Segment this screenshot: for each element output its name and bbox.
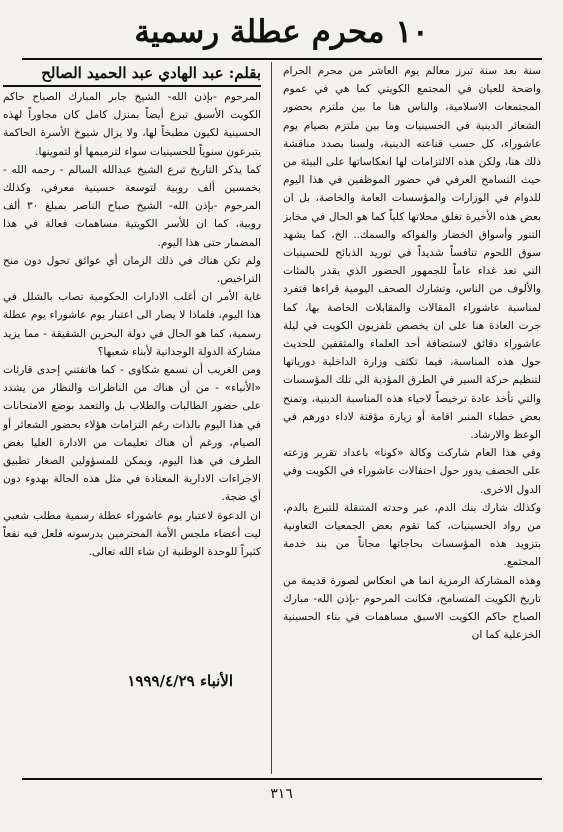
paragraph: ان الدعوة لاعتبار يوم عاشوراء عطلة رسمية مطلب شعبي ليت أعضاء ملجس الأمة المحترمين يدرسونه فلعل فيه نفعاً كثيراً للوحدة الوطنية ان شاء الله تعالى. xyxy=(3,509,261,559)
paragraph: المرحوم -بإذن الله- الشيخ جابر المبارك الصباح حاكم الكويت الأسبق تبرع أيضاً بمنزل كامل كان مجاوراً لهذه الحسينية لكيون مطبخاً لها، ولا يزال شيوخ الأسرة الحاكمة يتبرعون سنوياً للحسينيات سواء لترميمها أو لتموينها. xyxy=(3,91,261,158)
footer-rule xyxy=(22,778,542,780)
title-rule xyxy=(22,58,542,60)
paragraph: وهذه المشاركة الرمزية انما هي انعكاس لصورة قديمة من تاريخ الكويت المتسامح، فكانت المرحوم -بإذن الله- مبارك الصباح حاكم الكويت الاسبق مساهمات في بناء الحسينية الخزعلية كما ان xyxy=(283,574,541,642)
paragraph: غاية الأمر ان أغلب الادارات الحكومية تصاب بالشلل في هذا اليوم، فلماذا لا يصار الى اعتبار يوم عاشوراء يوم عطلة رسمية، كما هو الحال في دولة البحرين الشقيقة - مما يزيد مشاركة الدولة الوجدانية لأبناء شعبها؟ xyxy=(3,291,261,358)
page-number: ٣١٦ xyxy=(270,786,293,802)
paragraph: وفي هذا العام شاركت وكالة «كونا» باعداد تقرير وزعته على الحصف يدور حول احتفالات عاشوراء في الكويت وفي الدول الاخرى. xyxy=(283,447,541,496)
paragraph: ولم تكن هناك في ذلك الزمان أي عوائق تحول دون منح التراخيص. xyxy=(3,254,261,286)
source-citation: الأنباء ١٩٩٩/٤/٢٩ xyxy=(127,672,233,690)
paragraph: سنة بعد سنة تبرز معالم يوم العاشر من محرم الحرام واضحة للعيان في المجتمع الكويتي كما هي في عموم المجتمعات الاسلامية، والناس هنا ما بين ملتزم بحضور الشعائر الدينية في الحسينيات وما بين ملتزم بصيام يوم عاشوراء، كل حسب قناعته الدينية، ولسنا بصدد مناقشة ذلك هنا، ولكن هذه الالتزامات لها انعكاساتها على البيئة من حيث التسامح العرفي في حضور الموظفين في هذا اليوم للدوام في الوزارات والمؤسسات العامة والخاصة، بل ان بعض هذه الأخيرة تغلق محلاتها كلياً كما هو الحال في مخابز التنور وأسواق الخضار والفواكه والسمك.. الخ، كما يشهد سوق اللحوم تنافساً شديداً في توريد الذبائح للحسينيات التي تعد غداء عاماً للجمهور الحضور الذي يقدر بالمئات والألوف من الناس، وتشارك الصحف اليومية قراءها فتفرد لمناسبة عاشوراء المقالات والمقابلات الخاصة بها، كما جرت العادة هنا على ان يخصص تلفزيون الكويت في ليلة عاشوراء دقائق لاستضافة أحد العلماء والمثقفين للحديث حول هذه المناسبة، فيما تكثف وزارة الداخلية دورياتها لتنظيم حركة السير في الطرق المؤدية الى تلك المؤسسات والتي تأخذ عادة ترخيصاً لاحياء هذه المناسبة الدينية، وتمنح بعض خطباء المنبر اقامة أو زيارة مؤقتة لاداء دورهم في الوعظ والارشاد. xyxy=(283,65,541,442)
article-column-right xyxy=(283,62,541,780)
article-title: ١٠ محرم عطلة رسمية xyxy=(134,14,429,50)
paragraph: كما يذكر التاريخ تبرع الشيخ عبدالله السالم - رحمه الله - بخمسين ألف روبية لتوسعة حسينية معرفي، وكذلك المرحوم -بإذن الله- الشيخ صباح الناصر بمبلغ ٣٠ ألف روبية، كما ان للأسر الكويتية مساهمات فعالة في هذا المضمار حتى هذا اليوم. xyxy=(3,163,261,249)
author-byline: بقلم: عبد الهادي عبد الحميد الصالح xyxy=(41,64,261,82)
paragraph: وكذلك شارك بنك الدم، عبر وحدته المتنقلة للتبرع بالدم، من رواد الحسينيات، كما تقوم بعض الجمعيات التعاونية بتزويد هذه المؤسسات بحاجاتها مجاناً من بند خدمة المجتمع. xyxy=(283,501,541,569)
byline-rule xyxy=(3,85,261,87)
column-divider xyxy=(271,62,272,774)
paragraph: ومن الغريب أن نسمع شكاوى - كما هاتفتني إحدى قارئات «الأنباء» - من أن هناك من الناظرات والنظار من يشدد على حضور الطالبات والطلاب بل والتعمد بوضع الامتحانات في هذا اليوم بالذات رغم التزامات هؤلاء بحضور الشعائر أو الصيام، ورغم أن هناك تعليمات من الادارة العليا بغض الطرف في هذا اليوم، ويمكن للمسؤولين الصغار تطبيق الاجراءات الادارية المعتادة في مثل هذه الحالة بهدوء دون أي ضجة. xyxy=(3,364,261,504)
article-column-left xyxy=(3,88,261,670)
